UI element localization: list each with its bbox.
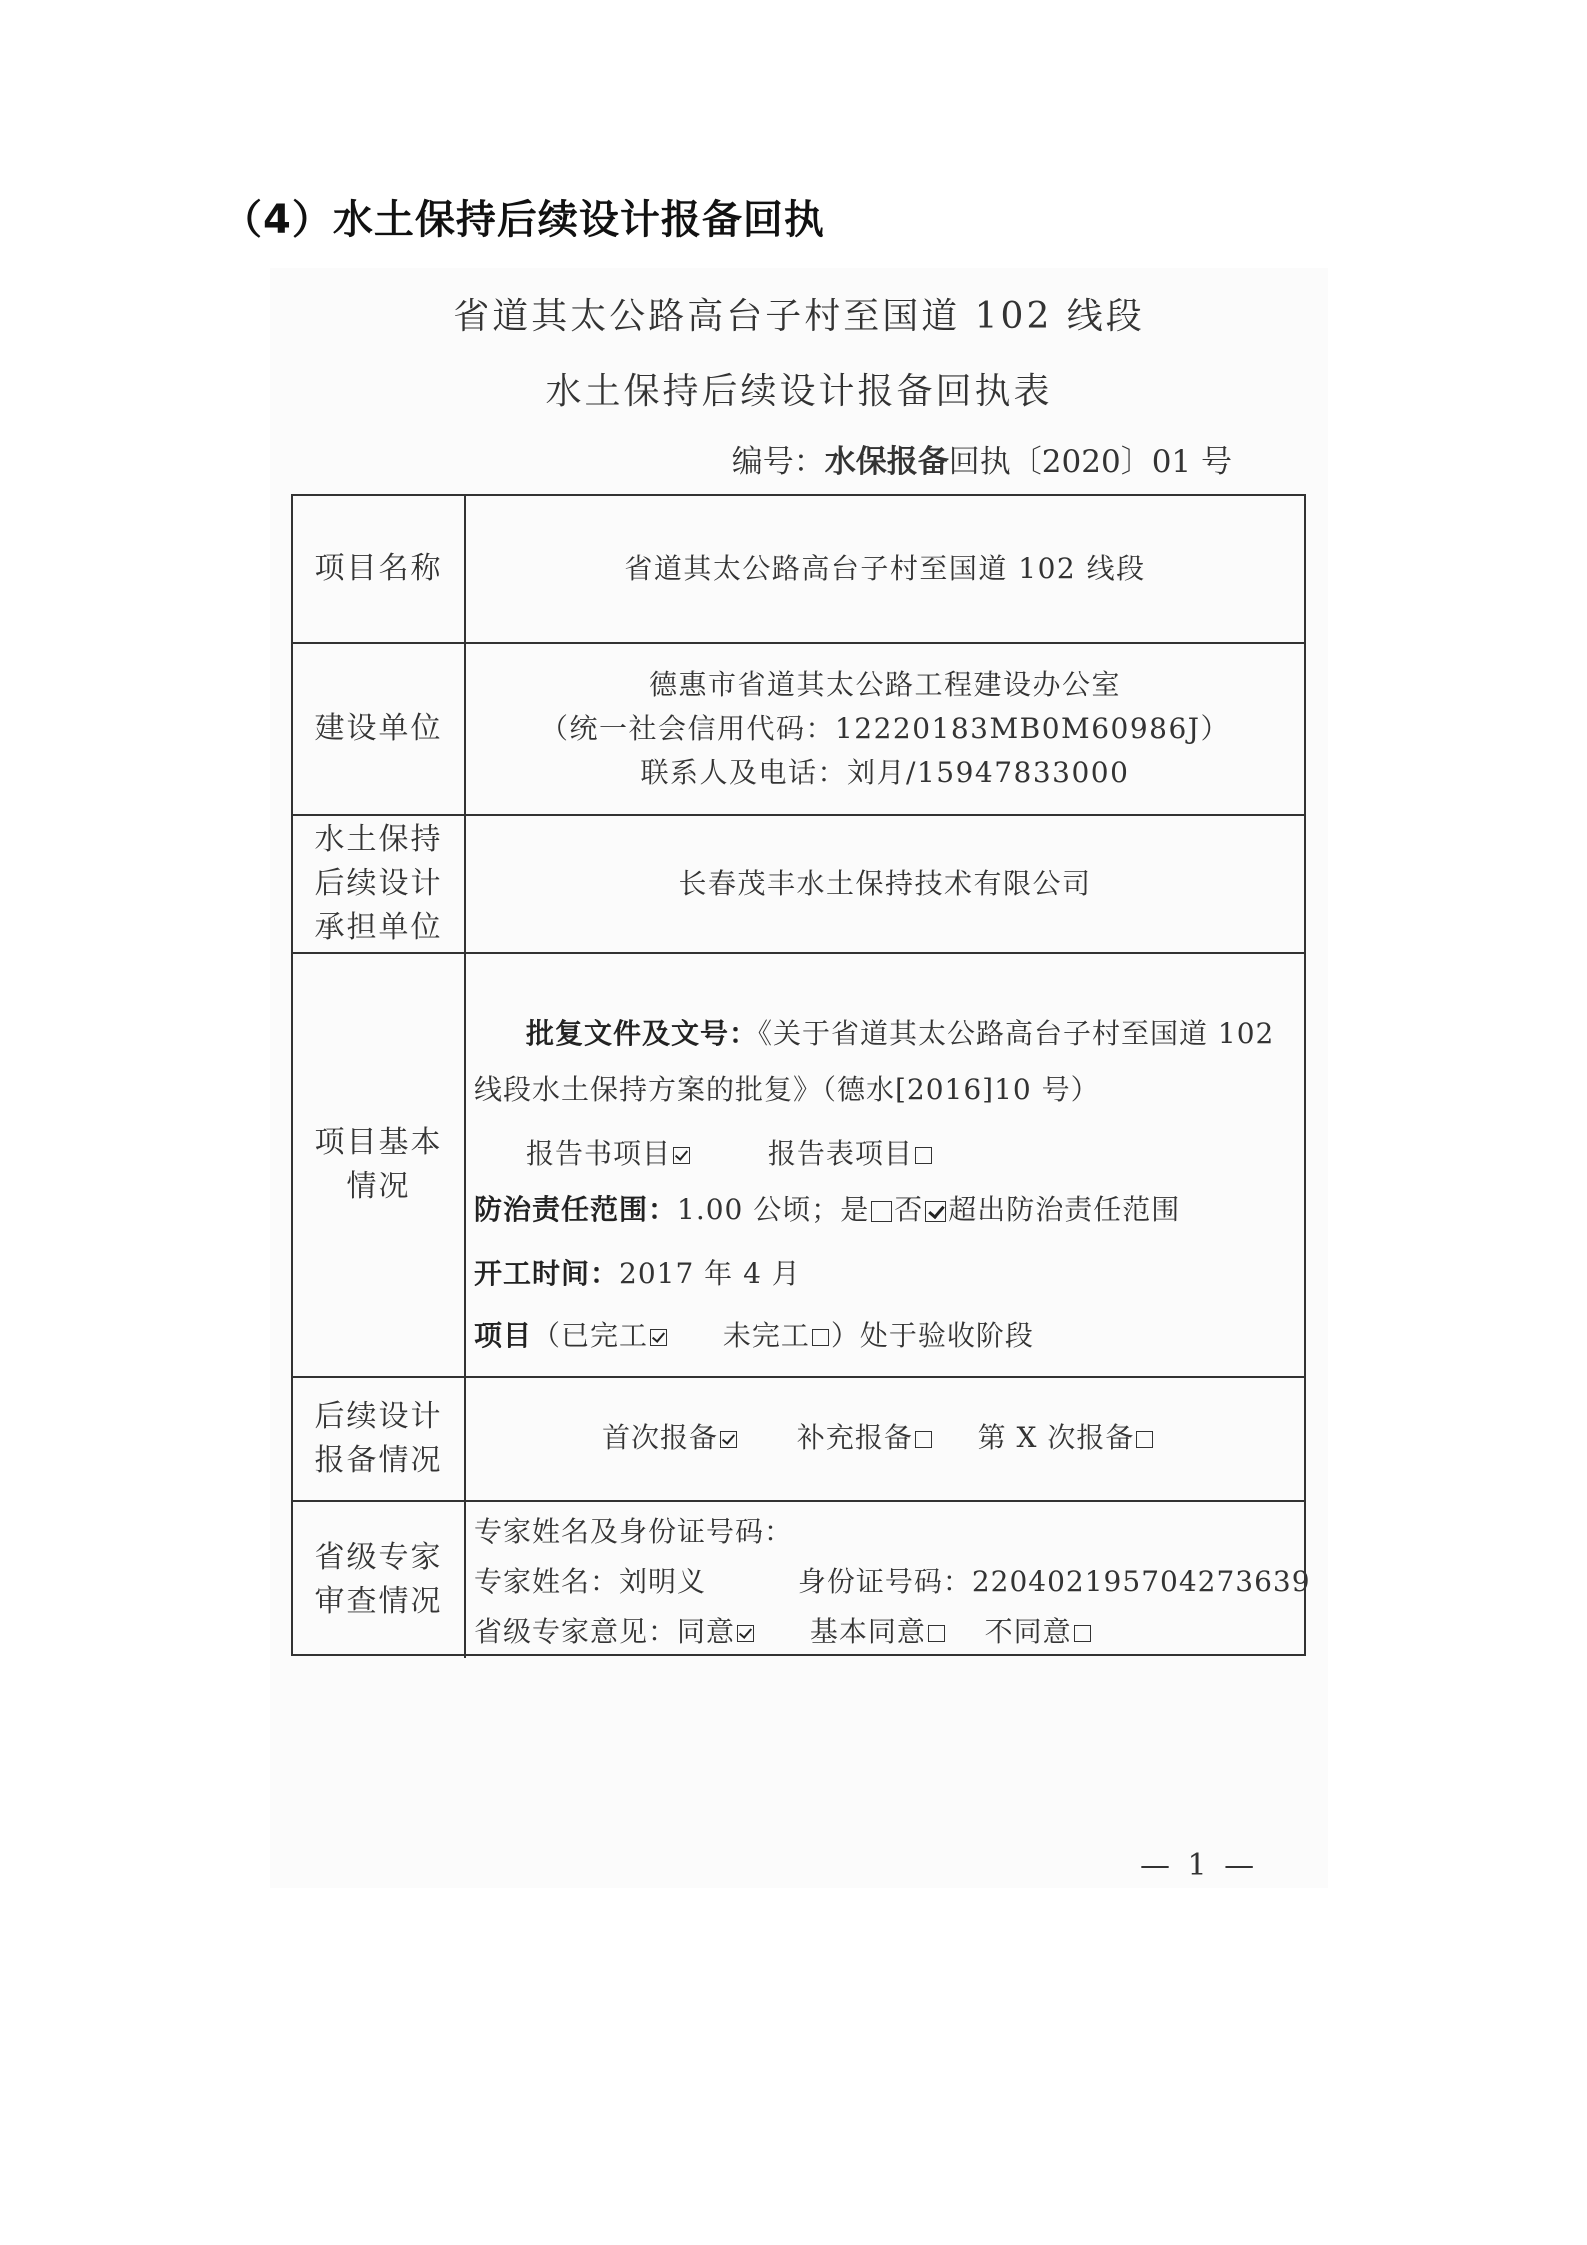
expert-intro: 专家姓名及身份证号码： <box>474 1515 794 1548</box>
status-tail: ）处于验收阶段 <box>830 1319 1034 1352</box>
form-table <box>291 494 1311 1656</box>
approval-text1: 《关于省道其太公路高台子村至国道 102 <box>758 1017 1275 1050</box>
status-line <box>474 1314 1034 1354</box>
supplement-filing-label: 补充报备 <box>796 1421 913 1454</box>
label-text: 省级专家 <box>314 1540 443 1575</box>
scope-no-label: 否 <box>894 1193 924 1226</box>
label-followup <box>293 1378 466 1500</box>
agree-checkbox <box>737 1625 754 1642</box>
section-heading: （4）水土保持后续设计报备回执 <box>222 197 825 243</box>
first-filing-label: 首次报备 <box>602 1421 719 1454</box>
value-designer <box>466 816 1304 952</box>
scope-no-checkbox <box>925 1201 946 1222</box>
row-builder <box>293 642 1304 814</box>
doc-number-bold: 水保报备 <box>824 444 949 480</box>
approval-line1 <box>526 1012 1274 1052</box>
label-expert <box>293 1502 466 1658</box>
approval-label: 批复文件及文号： <box>526 1017 759 1050</box>
report-table-label: 报告表项目 <box>767 1137 913 1170</box>
document-number <box>732 436 1232 481</box>
builder-credit-code: （统一社会信用代码：12220183MB0M60986J） <box>539 712 1231 745</box>
label-text: 承担单位 <box>314 910 443 945</box>
label-designer <box>293 816 466 952</box>
label-text: 建设单位 <box>314 711 443 746</box>
expert-id-label: 身份证号码： <box>797 1565 972 1598</box>
scope-label: 防治责任范围： <box>474 1193 678 1226</box>
page-number: — 1 — <box>1140 1848 1259 1883</box>
label-text: 情况 <box>346 1169 411 1204</box>
label-text: 后续设计 <box>314 1399 443 1434</box>
expert-identity-line <box>474 1560 1311 1600</box>
value-project-name <box>466 496 1304 642</box>
start-label: 开工时间： <box>474 1257 620 1290</box>
start-value: 2017 年 4 月 <box>619 1257 801 1290</box>
label-basic-info <box>293 954 466 1376</box>
label-builder <box>293 644 466 814</box>
builder-name: 德惠市省道其太公路工程建设办公室 <box>648 668 1121 701</box>
status-done-checkbox <box>650 1329 667 1346</box>
approval-line2 <box>474 1068 1100 1108</box>
doc-number-prefix: 编号： <box>731 444 825 480</box>
value-followup <box>466 1378 1304 1500</box>
expert-name-label: 专家姓名： <box>474 1565 620 1598</box>
disagree-label: 不同意 <box>984 1615 1072 1648</box>
scope-yes-checkbox <box>871 1201 892 1222</box>
status-done-label: （已完工 <box>532 1319 649 1352</box>
project-name-text: 省道其太公路高台子村至国道 102 线段 <box>624 552 1146 585</box>
row-designer <box>293 814 1304 952</box>
scope-tail: 超出防治责任范围 <box>948 1193 1181 1226</box>
report-table-checkbox <box>915 1147 932 1164</box>
doc-number-suffix: 回执〔2020〕01 号 <box>948 444 1232 480</box>
form-title-line2: 水土保持后续设计报备回执表 <box>545 371 1053 412</box>
designer-name: 长春茂丰水土保持技术有限公司 <box>678 867 1092 900</box>
form-title-line1: 省道其太公路高台子村至国道 102 线段 <box>453 296 1145 337</box>
mostly-agree-label: 基本同意 <box>809 1615 926 1648</box>
report-book-checkbox <box>673 1147 690 1164</box>
supplement-filing-checkbox <box>915 1431 932 1448</box>
expert-name: 刘明义 <box>619 1565 707 1598</box>
label-text: 项目名称 <box>314 551 443 586</box>
label-text: 水土保持 <box>314 822 443 857</box>
expert-opinion-line <box>474 1610 1093 1650</box>
opinion-label: 省级专家意见： <box>474 1615 678 1648</box>
label-text: 审查情况 <box>314 1584 443 1619</box>
followup-options <box>602 1416 1155 1456</box>
mostly-agree-checkbox <box>928 1625 945 1642</box>
label-text: 报备情况 <box>314 1443 443 1478</box>
scope-line <box>474 1188 1180 1228</box>
nth-filing-checkbox <box>1136 1431 1153 1448</box>
agree-label: 同意 <box>677 1615 736 1648</box>
nth-filing-label: 第 X 次报备 <box>977 1421 1135 1454</box>
first-filing-checkbox <box>720 1431 737 1448</box>
disagree-checkbox <box>1074 1625 1091 1642</box>
builder-contact: 联系人及电话：刘月/15947833000 <box>640 756 1130 789</box>
value-expert <box>466 1502 1311 1658</box>
label-project-name <box>293 496 466 642</box>
row-followup <box>293 1376 1304 1500</box>
row-basic-info <box>293 952 1304 1376</box>
scope-value: 1.00 公顷；是 <box>677 1193 870 1226</box>
value-builder <box>466 644 1304 814</box>
start-time-line <box>474 1252 801 1292</box>
status-undone-checkbox <box>812 1329 829 1346</box>
row-project-name <box>293 496 1304 642</box>
status-label: 项目 <box>474 1319 533 1352</box>
report-book-label: 报告书项目 <box>526 1137 672 1170</box>
label-text: 后续设计 <box>314 866 443 901</box>
row-expert <box>293 1500 1311 1658</box>
expert-id: 220402195704273639 <box>971 1565 1311 1598</box>
value-basic-info <box>466 954 1304 1376</box>
approval-text2: 线段水土保持方案的批复》（德水[2016]10 号） <box>474 1073 1100 1106</box>
report-type-line <box>526 1132 934 1172</box>
status-undone-label: 未完工 <box>722 1319 810 1352</box>
label-text: 项目基本 <box>314 1125 443 1160</box>
